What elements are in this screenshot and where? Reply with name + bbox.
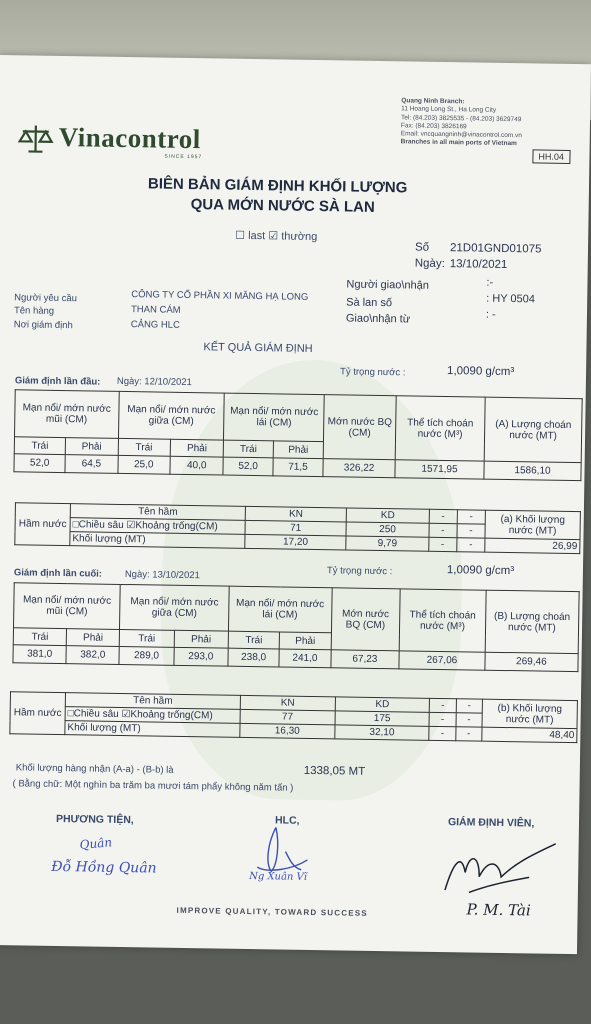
- last-density-label: Tỷ trọng nước :: [326, 565, 393, 578]
- depth-kd: 250: [346, 522, 429, 537]
- header-stern-draft: Mạn nổi/ mớn nước lái (CM): [224, 393, 324, 442]
- report-type-options: [235, 229, 317, 243]
- first-density-label: Tỷ trọng nước :: [339, 366, 406, 379]
- empty-cell: -: [428, 537, 456, 551]
- branch-line: Quang Ninh Branch:: [401, 97, 465, 106]
- form-code: HH.04: [532, 149, 570, 164]
- cell-volume: 1571,95: [395, 460, 484, 479]
- handover-value: :-: [486, 276, 494, 289]
- first-tank-table: [14, 502, 581, 554]
- header-bow-draft: Mạn nổi/ mớn nước mũi (CM): [14, 583, 121, 630]
- header-left: Trái: [118, 438, 171, 456]
- cell-bow-right: 382,0: [66, 646, 119, 665]
- last-tank-table: [9, 691, 578, 743]
- mass-kn: 17,20: [245, 534, 346, 550]
- last-inspection-date: Ngày: 13/10/2021: [124, 569, 200, 582]
- goods-value: THAN CÁM: [130, 304, 181, 316]
- vehicle-signature-label: PHƯƠNG TIỆN,: [55, 812, 134, 827]
- logo-since: SINCE 1957: [164, 153, 203, 161]
- header-bow-draft: Mạn nổi/ mớn nước mũi (CM): [15, 390, 119, 439]
- footer-slogan: IMPROVE QUALITY, TOWARD SUCCESS: [176, 905, 368, 918]
- cell-stern-right: 241,0: [279, 649, 331, 668]
- so-value: 21D01GND01075: [449, 242, 542, 256]
- vehicle-signature-name: Đỗ Hồng Quân: [51, 858, 157, 877]
- header-right: Phải: [66, 629, 119, 647]
- inspector-signature-name: P. M. Tài: [466, 900, 531, 920]
- header-left: Trái: [13, 628, 66, 646]
- received-label: Khối lượng hàng nhận (A-a) - (B-b) là: [15, 762, 174, 776]
- header-right: Phải: [273, 441, 324, 459]
- cell-volume: 267,06: [399, 651, 485, 670]
- cell-displacement: 269,46: [485, 652, 579, 671]
- kd-header: KD: [346, 508, 429, 523]
- branch-info: [401, 97, 523, 149]
- mass-row-label: Khối lượng (MT): [70, 532, 245, 549]
- water-mass-value: 26,99: [485, 538, 580, 553]
- cell-stern-left: 52,0: [223, 457, 273, 476]
- received-value: 1338,05 MT: [303, 764, 366, 778]
- logo-text: Vinacontrol: [58, 121, 201, 155]
- goods-label: Tên hàng: [13, 305, 55, 317]
- hlc-signature-label: HLC,: [274, 814, 300, 827]
- cell-mid-left: 289,0: [119, 646, 174, 665]
- requester-value: CÔNG TY CỔ PHẦN XI MĂNG HẠ LONG: [131, 289, 309, 303]
- branch-line: Email: vncquangninh@vinacontrol.com.vn: [400, 130, 522, 140]
- water-mass-header: (b) Khối lượng nước (MT): [482, 699, 577, 728]
- title-line-1: BIÊN BẢN GIÁM ĐỊNH KHỐI LƯỢNG: [147, 175, 408, 197]
- option-last: last: [248, 229, 266, 243]
- header-volume: Thể tích choán nước (M³): [399, 589, 486, 652]
- empty-cell: -: [456, 699, 483, 713]
- first-density-value: 1,0090 g/cm³: [446, 365, 515, 379]
- option-regular: thường: [281, 230, 318, 244]
- result-heading: KẾT QUẢ GIÁM ĐỊNH: [203, 341, 313, 355]
- header-mean-draft: Mớn nước BQ (CM): [323, 395, 396, 460]
- cell-mid-right: 293,0: [174, 647, 229, 666]
- header-mid-draft: Mạn nổi/ mớn nước giữa (CM): [118, 391, 225, 440]
- tank-label: Hầm nước: [15, 503, 71, 546]
- hlc-signature-name: Ng Xuân Vĩ: [249, 871, 308, 883]
- from-label: Giao\nhận từ: [345, 312, 411, 326]
- cell-mid-left: 25,0: [117, 455, 170, 474]
- inspector-signature-label: GIÁM ĐỊNH VIÊN,: [447, 816, 535, 830]
- empty-cell: -: [429, 726, 456, 740]
- empty-cell: -: [457, 538, 485, 552]
- mass-row-label: Khối lượng (MT): [65, 721, 240, 738]
- depth-row-label: □Chiều sâu ☑Khoảng trống(CM): [70, 518, 245, 535]
- inspector-signature-scribble: [439, 832, 560, 904]
- tank-label: Hầm nước: [10, 692, 66, 735]
- branch-line: Fax: (84.203) 3826169: [400, 122, 467, 131]
- cell-stern-left: 238,0: [228, 648, 280, 667]
- header-right: Phải: [65, 438, 118, 456]
- from-value: : -: [485, 308, 496, 321]
- empty-cell: -: [429, 712, 456, 726]
- water-mass-value: 48,40: [482, 727, 577, 742]
- header-left: Trái: [224, 440, 274, 458]
- cell-bow-right: 64,5: [65, 455, 118, 474]
- last-draft-table: [12, 582, 579, 672]
- place-label: Nơi giám định: [13, 319, 73, 332]
- kd-header: KD: [335, 697, 430, 712]
- mass-kd: 9,79: [346, 536, 429, 551]
- tank-name-header: Tên hầm: [65, 693, 240, 710]
- cell-bow-left: 52,0: [14, 454, 65, 473]
- cell-mid-right: 40,0: [170, 456, 224, 475]
- branch-line: 11 Hoang Long St., Ha Long City: [401, 105, 497, 115]
- empty-cell: -: [457, 510, 485, 524]
- title-line-2: QUA MỚN NƯỚC SÀ LAN: [190, 196, 375, 216]
- barge-label: Sà lan số: [346, 296, 393, 310]
- branch-line: Tel: (84.203) 3825535 - (84.203) 3629749: [401, 113, 522, 123]
- header-right: Phải: [174, 630, 229, 648]
- checkbox-unchecked-icon: ☐: [235, 229, 246, 242]
- mass-kd: 32,10: [334, 725, 429, 740]
- so-label: Số: [414, 241, 430, 254]
- empty-cell: -: [429, 509, 457, 523]
- handover-label: Người giao\nhận: [346, 278, 429, 292]
- cell-mean-draft: 67,23: [330, 650, 399, 669]
- header-right: Phải: [170, 439, 224, 457]
- header-mean-draft: Mớn nước BQ (CM): [331, 588, 401, 651]
- place-value: CẢNG HLC: [130, 319, 180, 331]
- depth-kn: 71: [245, 520, 346, 536]
- header-left: Trái: [120, 629, 175, 647]
- last-density-value: 1,0090 g/cm³: [446, 564, 515, 578]
- header-stern-draft: Mạn nổi/ mớn nước lái (CM): [228, 586, 331, 633]
- header-mid-draft: Mạn nổi/ mớn nước giữa (CM): [120, 584, 229, 631]
- empty-cell: -: [429, 523, 457, 537]
- amount-in-words: ( Bằng chữ: Một nghìn ba trăm ba mươi tám phẩy không năm tấn ): [12, 778, 294, 794]
- kn-header: KN: [240, 695, 335, 710]
- header-displacement: (B) Lượng choán nước (MT): [485, 590, 579, 653]
- depth-row-label: □Chiều sâu ☑Khoảng trống(CM): [65, 707, 240, 724]
- tank-name-header: Tên hầm: [70, 504, 245, 521]
- vinacontrol-scale-logo: [16, 121, 55, 156]
- first-inspection-label: Giám định lần đầu:: [14, 375, 101, 388]
- header-volume: Thể tích choán nước (M³): [395, 396, 485, 461]
- empty-cell: -: [430, 698, 457, 712]
- first-inspection-date: Ngày: 12/10/2021: [116, 375, 192, 389]
- checkbox-checked-icon: ☑: [268, 230, 279, 243]
- water-mass-header: (a) Khối lượng nước (MT): [485, 510, 580, 539]
- cell-mean-draft: 326,22: [323, 459, 395, 478]
- date-value: 13/10/2021: [449, 258, 508, 271]
- cell-displacement: 1586,10: [484, 461, 581, 481]
- vehicle-signature-mark: Quân: [79, 835, 113, 853]
- last-inspection-label: Giám định lần cuối:: [13, 567, 103, 580]
- cell-bow-left: 381,0: [13, 645, 66, 664]
- empty-cell: -: [455, 727, 482, 741]
- kn-header: KN: [245, 506, 346, 522]
- date-label: Ngày:: [414, 257, 445, 271]
- barge-value: : HY 0504: [486, 292, 536, 306]
- branch-line: Branches in all main ports of Vietnam: [400, 138, 517, 148]
- header-right: Phải: [279, 632, 331, 650]
- header-left: Trái: [228, 631, 280, 649]
- mass-kn: 16,30: [240, 723, 335, 738]
- depth-kd: 175: [335, 711, 430, 726]
- first-draft-table: [13, 389, 582, 481]
- header-displacement: (A) Lượng choán nước (MT): [484, 397, 582, 463]
- depth-kn: 77: [240, 709, 335, 724]
- empty-cell: -: [457, 524, 485, 538]
- document-page: [0, 55, 591, 954]
- cell-stern-right: 71,5: [273, 458, 324, 477]
- header-left: Trái: [14, 437, 65, 455]
- requester-label: Người yêu cầu: [14, 292, 78, 305]
- empty-cell: -: [456, 713, 483, 727]
